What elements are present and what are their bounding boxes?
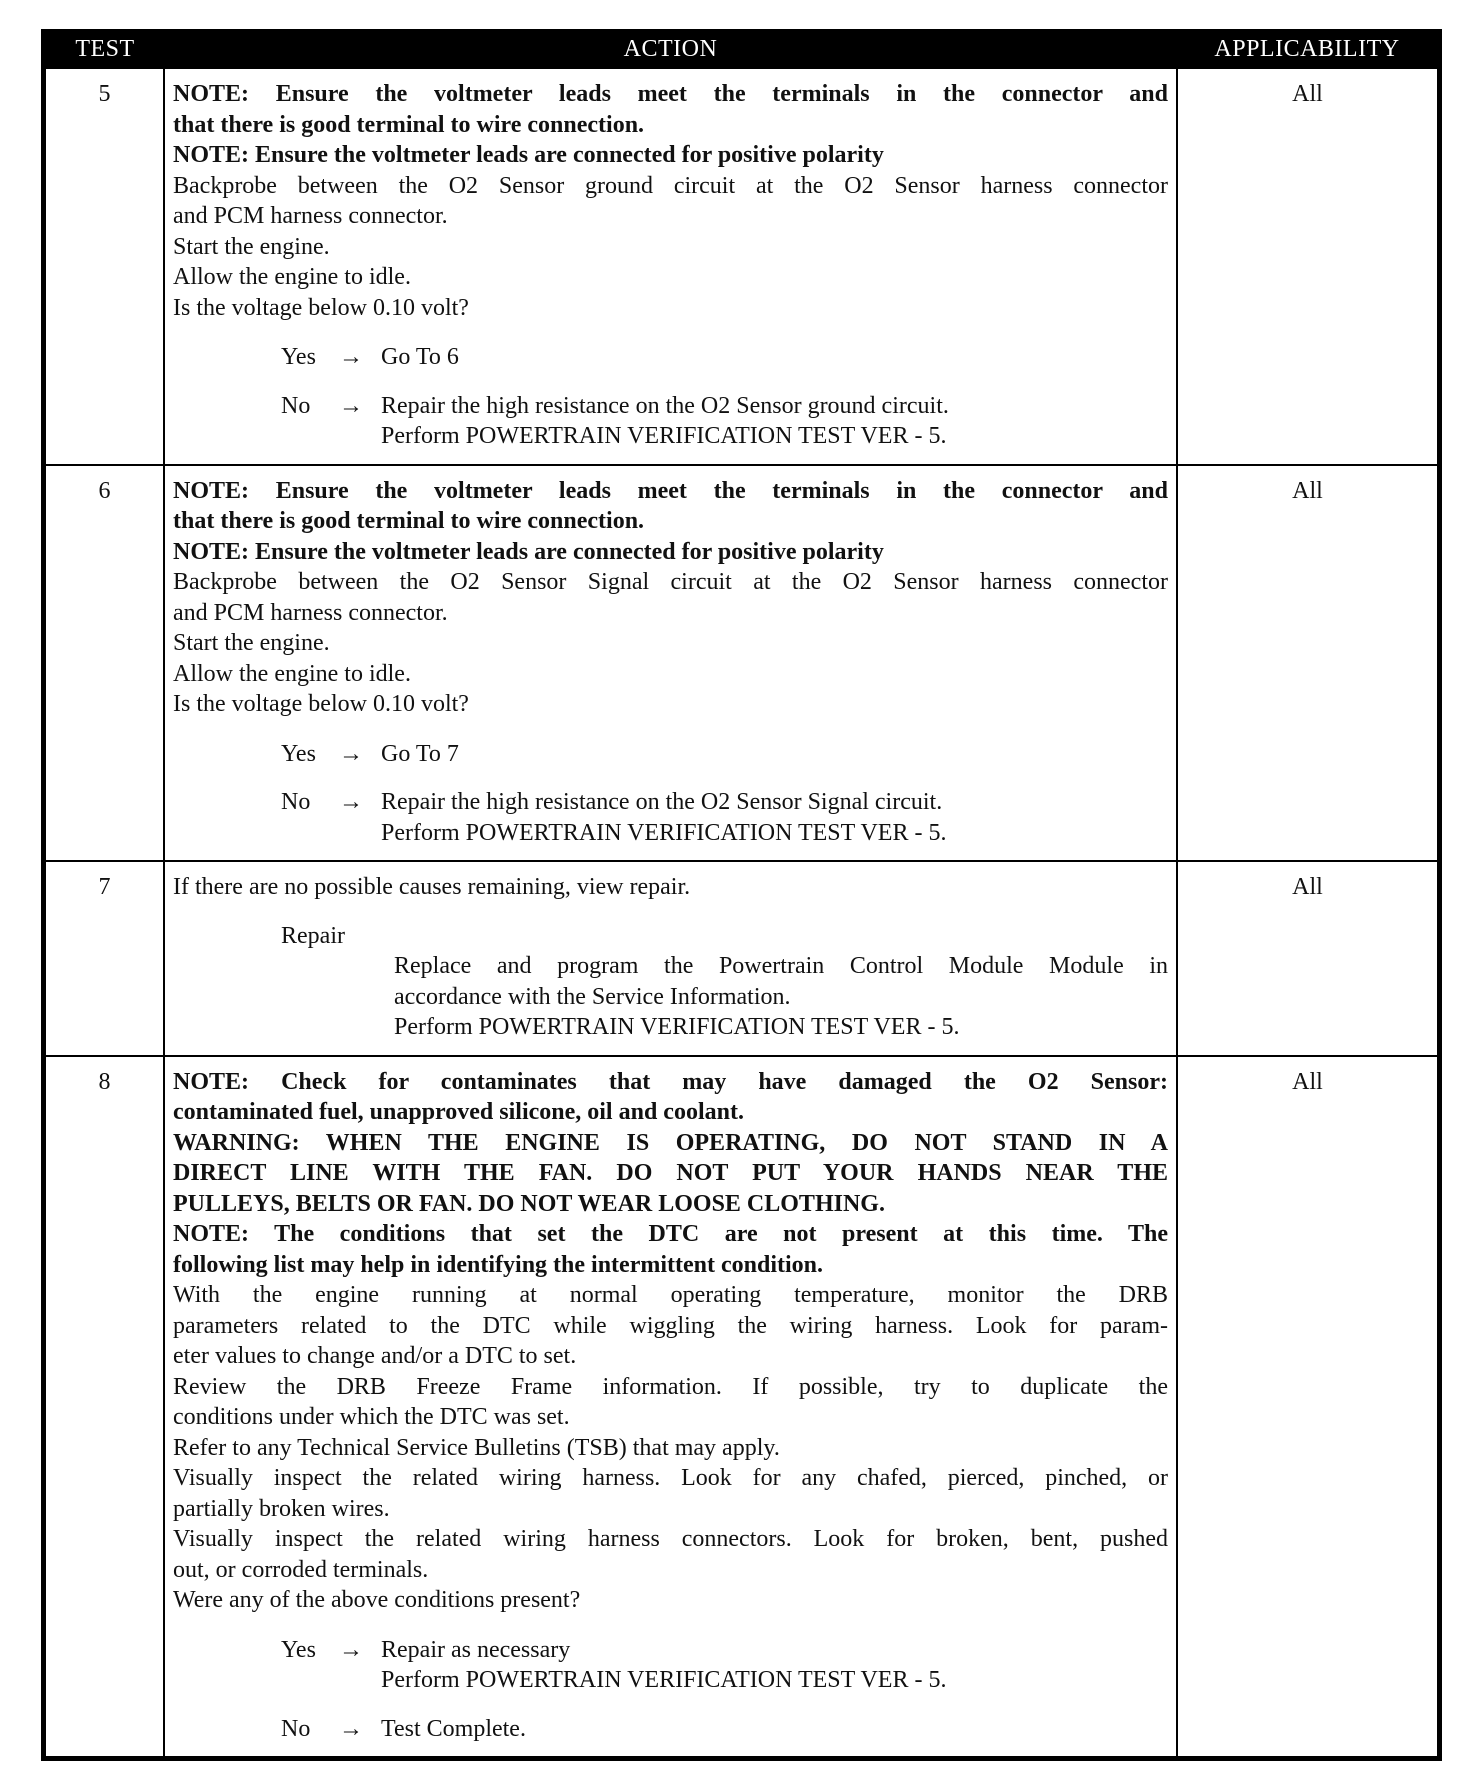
note-line: NOTE: Ensure the voltmeter leads are connected for positive polarity [173, 142, 884, 168]
note-line: that there is good terminal to wire connection. [173, 508, 645, 534]
note-line: NOTE: Ensure the voltmeter leads are connected for positive polarity [173, 538, 884, 565]
table-row [46, 1056, 1437, 1757]
body-line: If there are no possible causes remaining, view repair. [173, 874, 691, 900]
arrow-icon: → [339, 1636, 363, 1663]
body-line: Start the engine. [173, 233, 330, 260]
repair-instructions [394, 951, 1168, 1043]
outcome-line: Repair the high resistance on the O2 Sensor Signal circuit. [381, 789, 943, 815]
outcome-line: Perform POWERTRAIN VERIFICATION TEST VER - 5. [381, 423, 947, 449]
note-line: NOTE: The conditions that set the DTC are not present at this time. The [173, 1221, 1168, 1247]
body-line: Backprobe between the O2 Sensor Signal circuit at the O2 Sensor harness connector [173, 569, 1168, 595]
warning-line: PULLEYS, BELTS OR FAN. DO NOT WEAR LOOSE CLOTHING. [173, 1190, 885, 1217]
no-outcome [381, 787, 1168, 848]
body-line: Allow the engine to idle. [173, 264, 411, 290]
repair-label: Repair [281, 922, 345, 949]
warning-line: DIRECT LINE WITH THE FAN. DO NOT PUT YOUR HANDS NEAR THE [173, 1160, 1168, 1186]
arrow-icon: → [339, 392, 363, 419]
diagnostic-test-table [41, 29, 1442, 1761]
applicability-value: All [1177, 1056, 1437, 1757]
test-number: 7 [46, 861, 164, 1056]
no-result [281, 391, 1168, 452]
yes-outcome [381, 1635, 1168, 1696]
applicability-value: All [1177, 69, 1437, 465]
no-label: No [281, 1715, 311, 1742]
test-table [46, 29, 1437, 1756]
body-line: Is the voltage below 0.10 volt? [173, 294, 469, 321]
outcome-line: Repair as necessary [381, 1636, 571, 1663]
no-label: No [281, 789, 311, 815]
outcome-line: Perform POWERTRAIN VERIFICATION TEST VER - 5. [381, 1667, 947, 1693]
note-line: NOTE: Ensure the voltmeter leads meet the terminals in the connector and [173, 477, 1168, 504]
yes-result [281, 739, 1168, 770]
body-line: partially broken wires. [173, 1495, 390, 1522]
test-number: 5 [46, 69, 164, 465]
outcome-line: Go To 7 [381, 740, 459, 767]
body-line: and PCM harness connector. [173, 203, 448, 229]
note-line: contaminated fuel, unapproved silicone, oil and coolant. [173, 1099, 744, 1125]
yes-label: Yes [281, 344, 316, 370]
body-line: Visually inspect the related wiring harness. Look for any chafed, pierced, pinched, or [173, 1465, 1168, 1491]
note-line: NOTE: Check for contaminates that may have damaged the O2 Sensor: [173, 1068, 1168, 1095]
outcome-line: Test Complete. [381, 1715, 526, 1742]
applicability-value: All [1177, 465, 1437, 862]
body-line: Start the engine. [173, 630, 330, 656]
outcome-line: Go To 6 [381, 344, 459, 370]
no-result [281, 787, 1168, 848]
body-line: With the engine running at normal operating temperature, monitor the DRB [173, 1282, 1168, 1308]
action-cell [164, 465, 1177, 862]
body-line: Visually inspect the related wiring harness connectors. Look for broken, bent, pushed [173, 1526, 1168, 1552]
arrow-icon: → [339, 740, 363, 767]
repair-line: Perform POWERTRAIN VERIFICATION TEST VER - 5. [394, 1014, 960, 1040]
no-outcome [381, 391, 1168, 452]
test-number: 8 [46, 1056, 164, 1757]
body-line: Backprobe between the O2 Sensor ground circuit at the O2 Sensor harness connector [173, 172, 1168, 199]
header-applicability: APPLICABILITY [1177, 29, 1437, 69]
note-line: NOTE: Ensure the voltmeter leads meet the terminals in the connector and [173, 81, 1168, 107]
arrow-icon: → [339, 789, 363, 815]
test-number: 6 [46, 465, 164, 862]
body-line: Were any of the above conditions present? [173, 1587, 581, 1613]
body-line: conditions under which the DTC was set. [173, 1404, 570, 1430]
outcome-line: Repair the high resistance on the O2 Sensor ground circuit. [381, 392, 949, 419]
body-line: out, or corroded terminals. [173, 1556, 429, 1583]
header-test: TEST [46, 29, 164, 69]
repair-line: accordance with the Service Information. [394, 983, 791, 1010]
yes-result [281, 342, 1168, 373]
table-row [46, 861, 1437, 1056]
body-line: Refer to any Technical Service Bulletins (TSB) that may apply. [173, 1434, 780, 1461]
body-line: eter values to change and/or a DTC to set. [173, 1343, 577, 1369]
no-outcome [381, 1714, 1168, 1745]
header-action: ACTION [164, 29, 1177, 69]
yes-label: Yes [281, 1636, 316, 1663]
body-line: parameters related to the DTC while wiggling the wiring harness. Look for param- [173, 1312, 1168, 1339]
body-line: and PCM harness connector. [173, 599, 448, 626]
yes-label: Yes [281, 740, 316, 767]
body-line: Allow the engine to idle. [173, 660, 411, 687]
header-row [46, 29, 1437, 69]
no-result [281, 1714, 1168, 1745]
yes-outcome [381, 739, 1168, 770]
yes-outcome [381, 342, 1168, 373]
action-cell [164, 69, 1177, 465]
table-row [46, 69, 1437, 465]
no-label: No [281, 392, 311, 419]
repair-line: Replace and program the Powertrain Control Module Module in [394, 953, 1168, 979]
action-cell [164, 1056, 1177, 1757]
outcome-line: Perform POWERTRAIN VERIFICATION TEST VER - 5. [381, 819, 947, 846]
applicability-value: All [1177, 861, 1437, 1056]
body-line: Review the DRB Freeze Frame information. If possible, try to duplicate the [173, 1373, 1168, 1400]
yes-result [281, 1635, 1168, 1696]
table-row [46, 465, 1437, 862]
note-line: that there is good terminal to wire connection. [173, 111, 645, 138]
warning-line: WARNING: WHEN THE ENGINE IS OPERATING, DO NOT STAND IN A [173, 1129, 1168, 1156]
arrow-icon: → [339, 1715, 363, 1742]
body-line: Is the voltage below 0.10 volt? [173, 691, 469, 717]
arrow-icon: → [339, 344, 363, 370]
note-line: following list may help in identifying the intermittent condition. [173, 1251, 824, 1278]
action-cell [164, 861, 1177, 1056]
